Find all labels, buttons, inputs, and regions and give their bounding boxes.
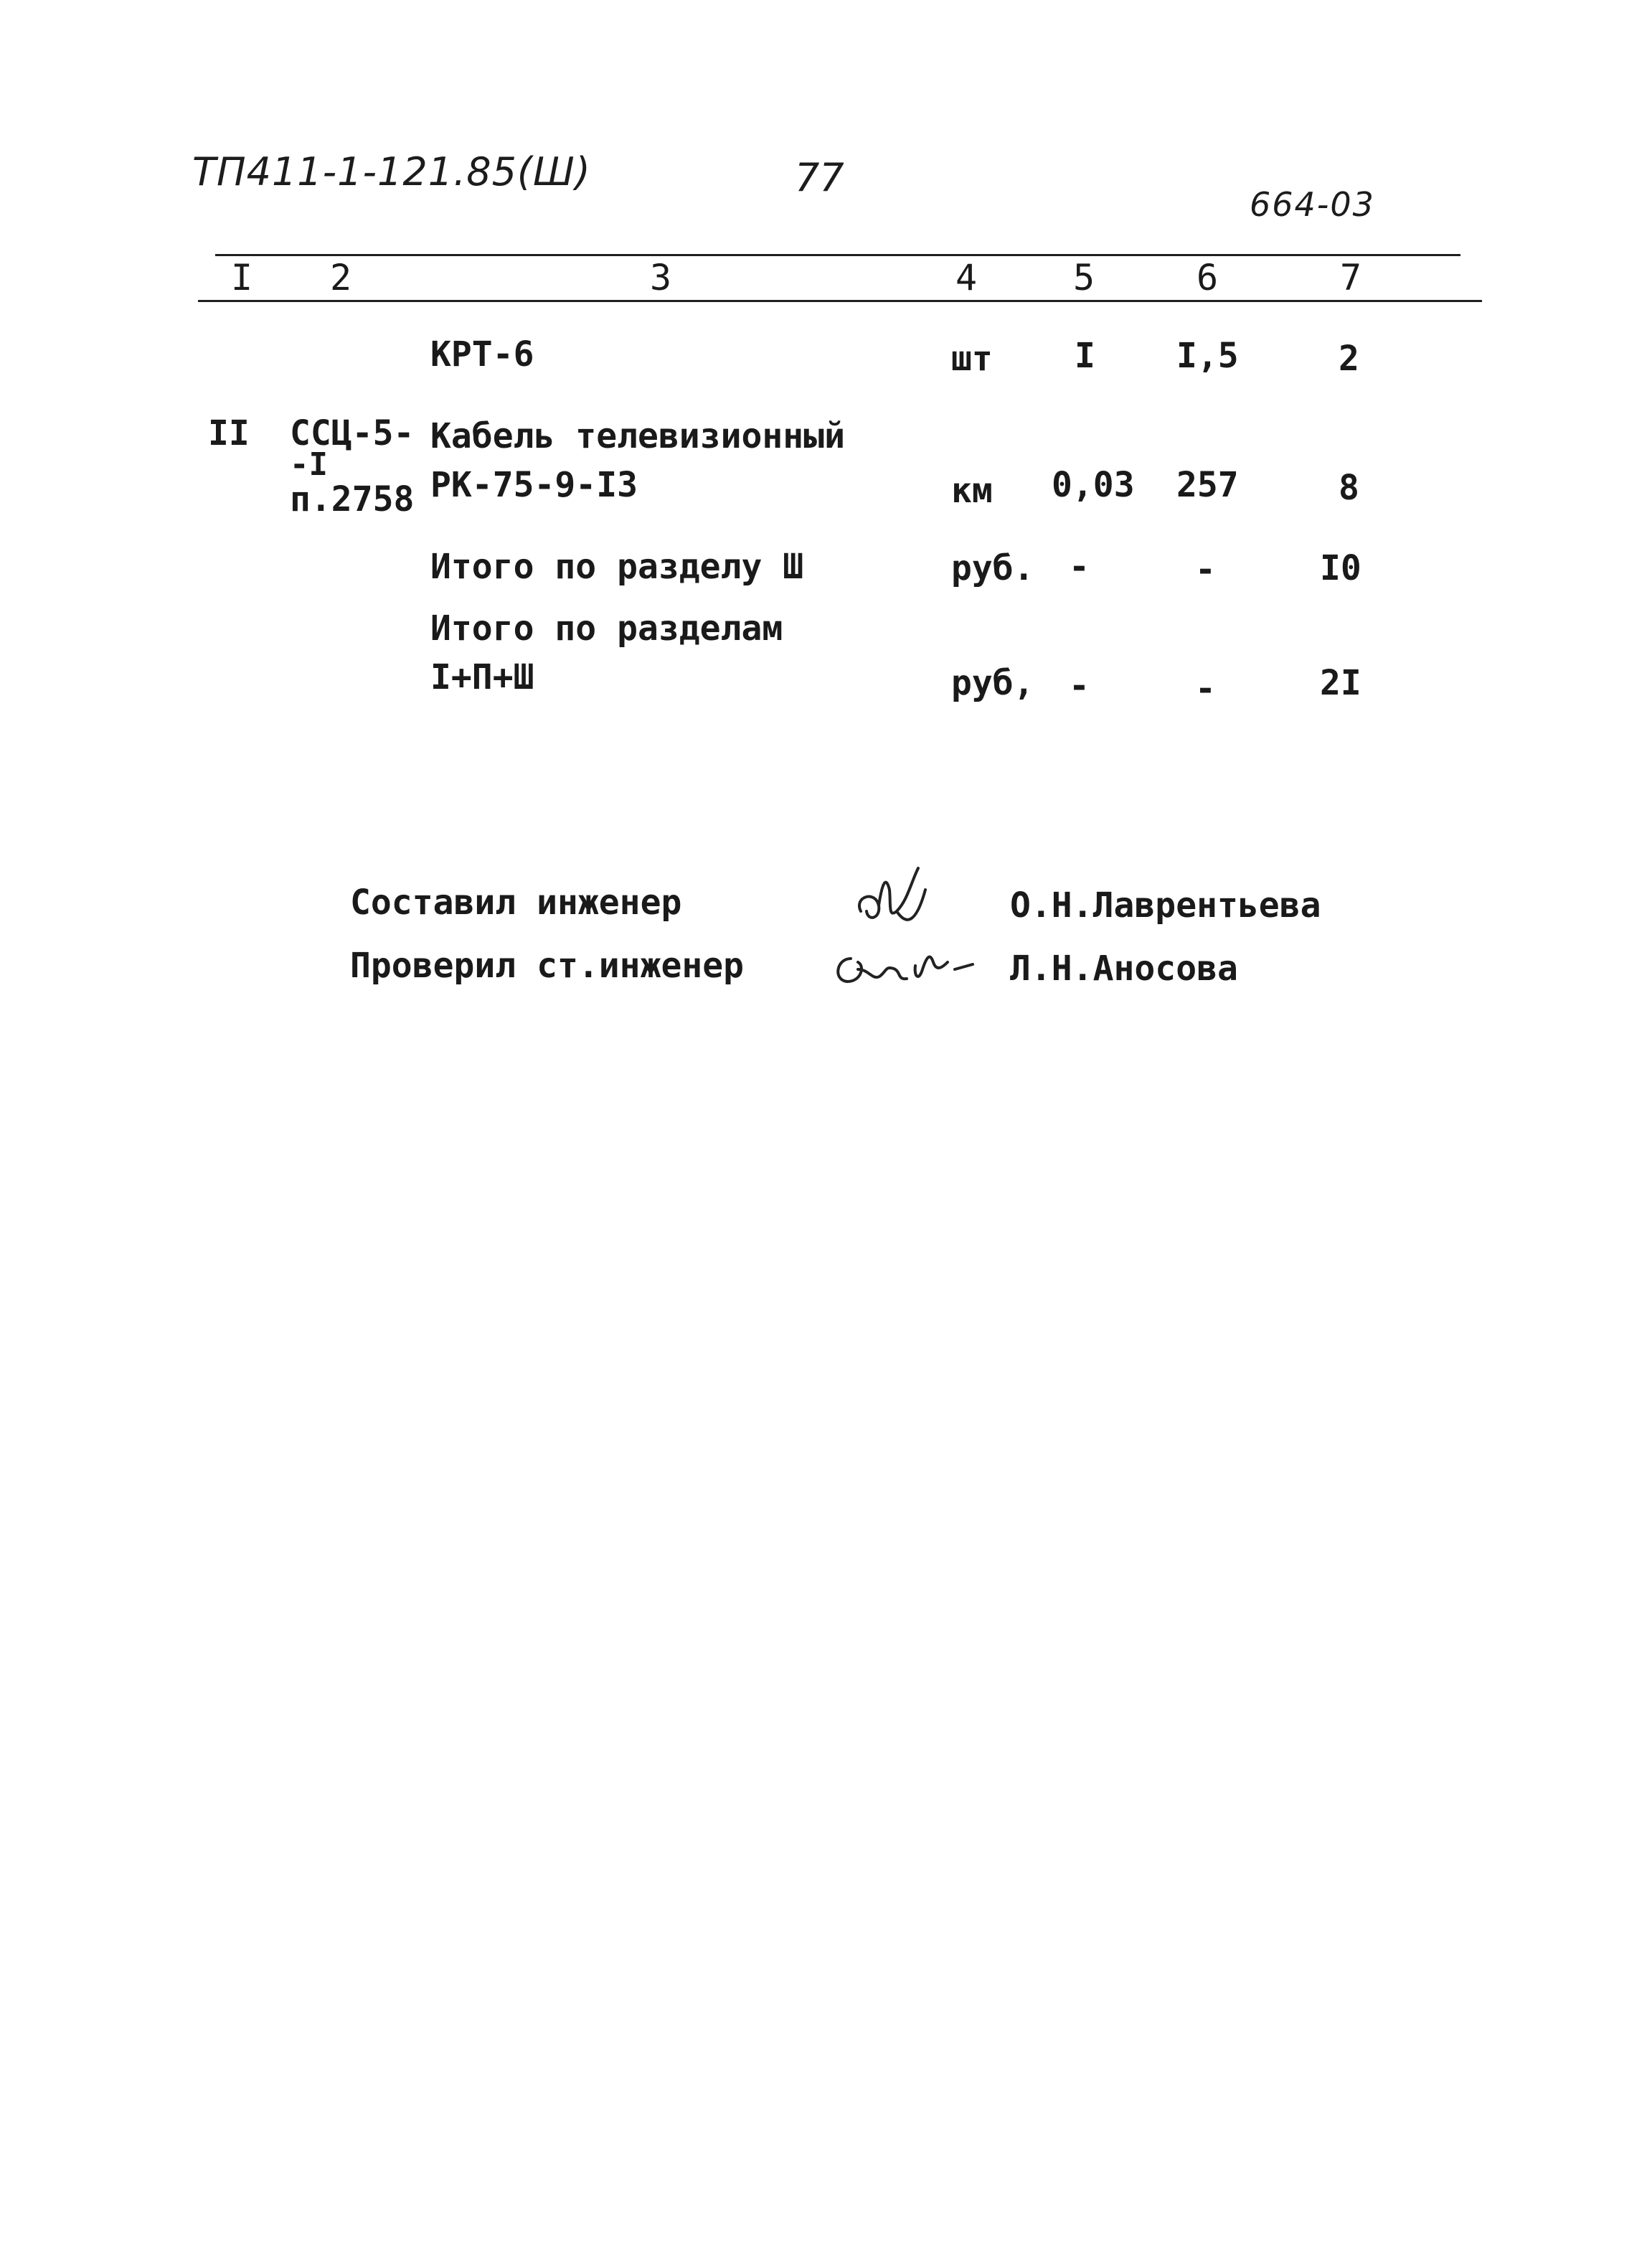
compiled-by-label: Составил инженер — [350, 883, 682, 923]
row2-name-line1: Кабель телевизионный — [430, 416, 845, 456]
column-header-7: 7 — [1340, 257, 1362, 298]
row4-name-line1: Итого по разделам — [430, 608, 783, 649]
table-header-rule — [198, 300, 1482, 302]
column-header-6: 6 — [1196, 257, 1219, 298]
row1-total: 2 — [1339, 339, 1359, 379]
column-header-1: I — [231, 257, 253, 298]
archive-code: 664-03 — [1250, 185, 1375, 224]
column-header-3: 3 — [650, 257, 672, 298]
row2-code-line2: -I — [290, 446, 328, 483]
checked-by-name: Л.Н.Аносова — [1010, 949, 1238, 989]
row1-name: КРТ-6 — [430, 334, 534, 375]
row3-qty: - — [1069, 547, 1090, 587]
column-header-4: 4 — [955, 257, 978, 298]
row4-total: 2I — [1320, 663, 1361, 703]
row2-name-line2: РК-75-9-I3 — [430, 465, 638, 505]
page-number: 77 — [795, 155, 844, 200]
row2-code-line1: ССЦ-5- — [290, 413, 415, 453]
row2-price: 257 — [1176, 465, 1239, 505]
row2-total: 8 — [1339, 468, 1359, 508]
column-header-5: 5 — [1073, 257, 1095, 298]
row3-unit: руб. — [951, 548, 1034, 588]
compiled-signature — [846, 861, 947, 940]
row2-code-line3: п.2758 — [290, 479, 415, 519]
checked-signature — [829, 937, 994, 994]
row4-name-line2: I+П+Ш — [430, 657, 534, 697]
row3-name: Итого по разделу Ш — [430, 547, 804, 587]
row3-price: - — [1195, 550, 1216, 590]
row2-unit: км — [951, 471, 993, 511]
row1-unit: шт — [951, 339, 993, 379]
column-header-2: 2 — [330, 257, 352, 298]
table-top-rule — [215, 254, 1460, 256]
row4-unit: руб, — [951, 663, 1034, 703]
compiled-by-name: О.Н.Лаврентьева — [1010, 885, 1321, 926]
row1-qty: I — [1075, 336, 1095, 376]
row4-price: - — [1195, 669, 1216, 709]
document-code: ТП411-1-121.85(Ш) — [192, 149, 591, 194]
checked-by-label: Проверил ст.инженер — [350, 946, 745, 986]
row2-qty: 0,03 — [1052, 465, 1135, 505]
row1-price: I,5 — [1176, 336, 1239, 376]
row4-qty: - — [1069, 666, 1090, 706]
row3-total: I0 — [1320, 548, 1361, 588]
row2-number: II — [208, 413, 250, 453]
